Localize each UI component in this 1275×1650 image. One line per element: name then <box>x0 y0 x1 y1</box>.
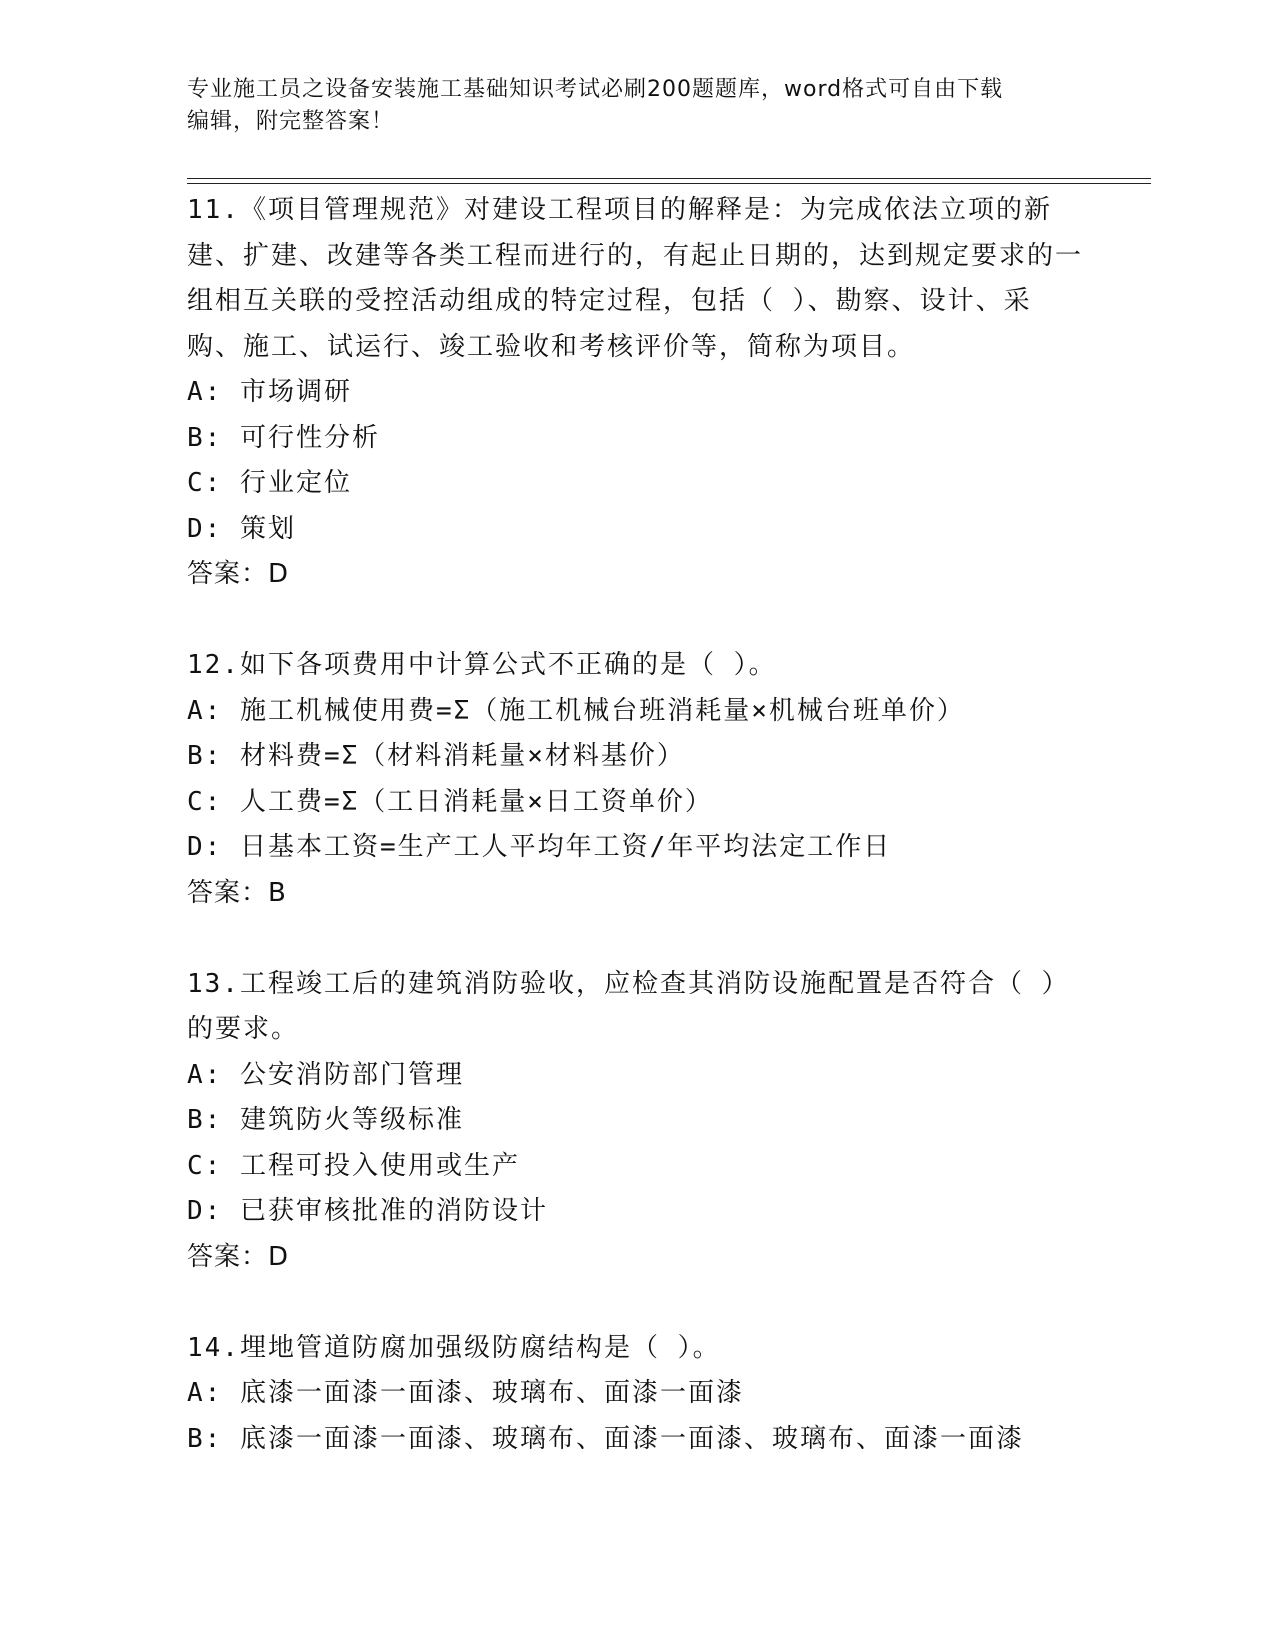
question-stem: 11.《项目管理规范》对建设工程项目的解释是：为完成依法立项的新建、扩建、改建等各类工程而进行的，有起止日期的，达到规定要求的一组相互关联的受控活动组成的特定过程，包括（ ）、勘察、设计、采购、施工、试运行、竣工验收和考核评价等，简称为项目。 <box>187 195 1084 362</box>
option-c: C: 工程可投入使用或生产 <box>187 1150 520 1181</box>
option-b: B: 材料费=Σ（材料消耗量×材料基价） <box>187 741 685 771</box>
option-d: D: 策划 <box>187 513 296 544</box>
document-header <box>187 74 1087 138</box>
option-d: D: 已获审核批准的消防设计 <box>187 1196 548 1226</box>
question-list <box>187 188 1087 1508</box>
question-13 <box>187 962 1087 1281</box>
option-c: C: 人工费=Σ（工日消耗量×日工资单价） <box>187 786 713 817</box>
header-line-1: 专业施工员之设备安装施工基础知识考试必刷200题题库，word格式可自由下载 <box>187 77 1004 102</box>
question-stem: 12.如下各项费用中计算公式不正确的是（ ）。 <box>187 650 777 680</box>
option-b: B: 底漆一面漆一面漆、玻璃布、面漆一面漆、玻璃布、面漆一面漆 <box>187 1423 1024 1454</box>
question-12 <box>187 643 1087 916</box>
header-rule-bottom <box>187 183 1151 184</box>
header-line-2: 编辑，附完整答案！ <box>187 109 395 134</box>
header-rule-top <box>187 178 1151 179</box>
option-b: B: 可行性分析 <box>187 422 380 453</box>
question-stem: 14.埋地管道防腐加强级防腐结构是（ ）。 <box>187 1332 721 1363</box>
answer: 答案：D <box>187 559 290 589</box>
question-11 <box>187 188 1087 598</box>
answer: 答案：D <box>187 1241 290 1272</box>
option-c: C: 行业定位 <box>187 468 352 498</box>
option-d: D: 日基本工资=生产工人平均年工资/年平均法定工作日 <box>187 832 892 862</box>
option-b: B: 建筑防火等级标准 <box>187 1105 464 1135</box>
option-a: A: 施工机械使用费=Σ（施工机械台班消耗量×机械台班单价） <box>187 695 965 726</box>
option-a: A: 底漆一面漆一面漆、玻璃布、面漆一面漆 <box>187 1378 744 1408</box>
answer: 答案：B <box>187 877 287 908</box>
option-a: A: 公安消防部门管理 <box>187 1059 464 1090</box>
question-14 <box>187 1326 1087 1463</box>
option-a: A: 市场调研 <box>187 377 352 407</box>
question-stem: 13.工程竣工后的建筑消防验收，应检查其消防设施配置是否符合（ ）的要求。 <box>187 968 1070 1044</box>
